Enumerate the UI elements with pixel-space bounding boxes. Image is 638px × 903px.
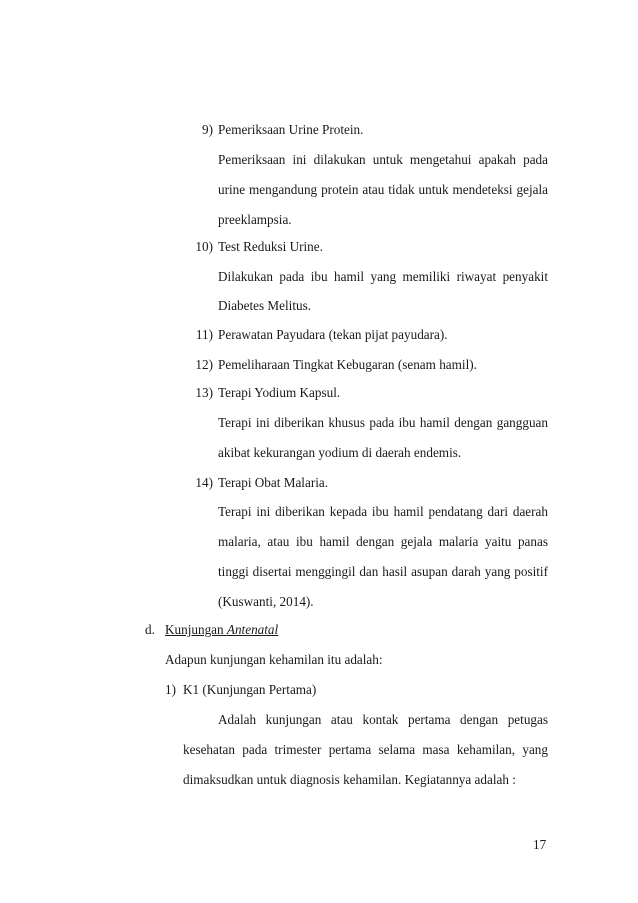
list-item-text: Diabetes Melitus.: [218, 298, 312, 313]
list-item-text: Terapi ini diberikan khusus pada ibu hamil dengan gangguan: [218, 415, 548, 430]
section-heading-italic: Antenatal: [226, 622, 279, 637]
list-item-text: (Kuswanti, 2014).: [218, 594, 314, 609]
list-number: 12): [195, 357, 213, 372]
list-item-text: urine mengandung protein atau tidak untuk mendeteksi gejala: [218, 182, 548, 197]
paragraph-line: Adalah kunjungan atau kontak pertama dengan petugas: [218, 712, 548, 727]
list-item-text: Dilakukan pada ibu hamil yang memiliki riwayat penyakit: [218, 269, 548, 284]
list-item-title: Terapi Obat Malaria.: [218, 475, 329, 490]
sub-list-title: K1 (Kunjungan Pertama): [183, 682, 317, 697]
list-item-title: Pemeliharaan Tingkat Kebugaran (senam hamil).: [218, 357, 477, 372]
list-number: 14): [195, 475, 213, 490]
page-number: 17: [533, 837, 547, 852]
list-number: 11): [195, 327, 213, 342]
list-item-text: Pemeriksaan ini dilakukan untuk mengetahui apakah pada: [218, 152, 548, 167]
section-intro: Adapun kunjungan kehamilan itu adalah:: [165, 652, 383, 667]
list-number: 10): [195, 239, 213, 254]
section-heading-plain: Kunjungan: [165, 622, 227, 637]
section-heading: [165, 621, 278, 639]
paragraph-line: dimaksudkan untuk diagnosis kehamilan. Kegiatannya adalah :: [183, 772, 516, 787]
list-item-title: Test Reduksi Urine.: [218, 239, 323, 254]
paragraph-line: kesehatan pada trimester pertama selama masa kehamilan, yang: [183, 742, 548, 757]
list-number: 9): [202, 122, 213, 137]
sub-list-number: 1): [165, 682, 176, 697]
list-item-text: akibat kekurangan yodium di daerah endemis.: [218, 445, 462, 460]
list-item-text: preeklampsia.: [218, 212, 292, 227]
list-item-text: Terapi ini diberikan kepada ibu hamil pendatang dari daerah: [218, 504, 548, 519]
list-item-text: tinggi disertai menggingil dan hasil asupan darah yang positif: [218, 564, 548, 579]
list-item-text: malaria, atau ibu hamil dengan gejala malaria yaitu panas: [218, 534, 548, 549]
section-letter: d.: [145, 622, 155, 637]
list-item-title: Terapi Yodium Kapsul.: [218, 385, 341, 400]
list-item-title: Pemeriksaan Urine Protein.: [218, 122, 364, 137]
list-number: 13): [195, 385, 213, 400]
list-item-title: Perawatan Payudara (tekan pijat payudara).: [218, 327, 448, 342]
